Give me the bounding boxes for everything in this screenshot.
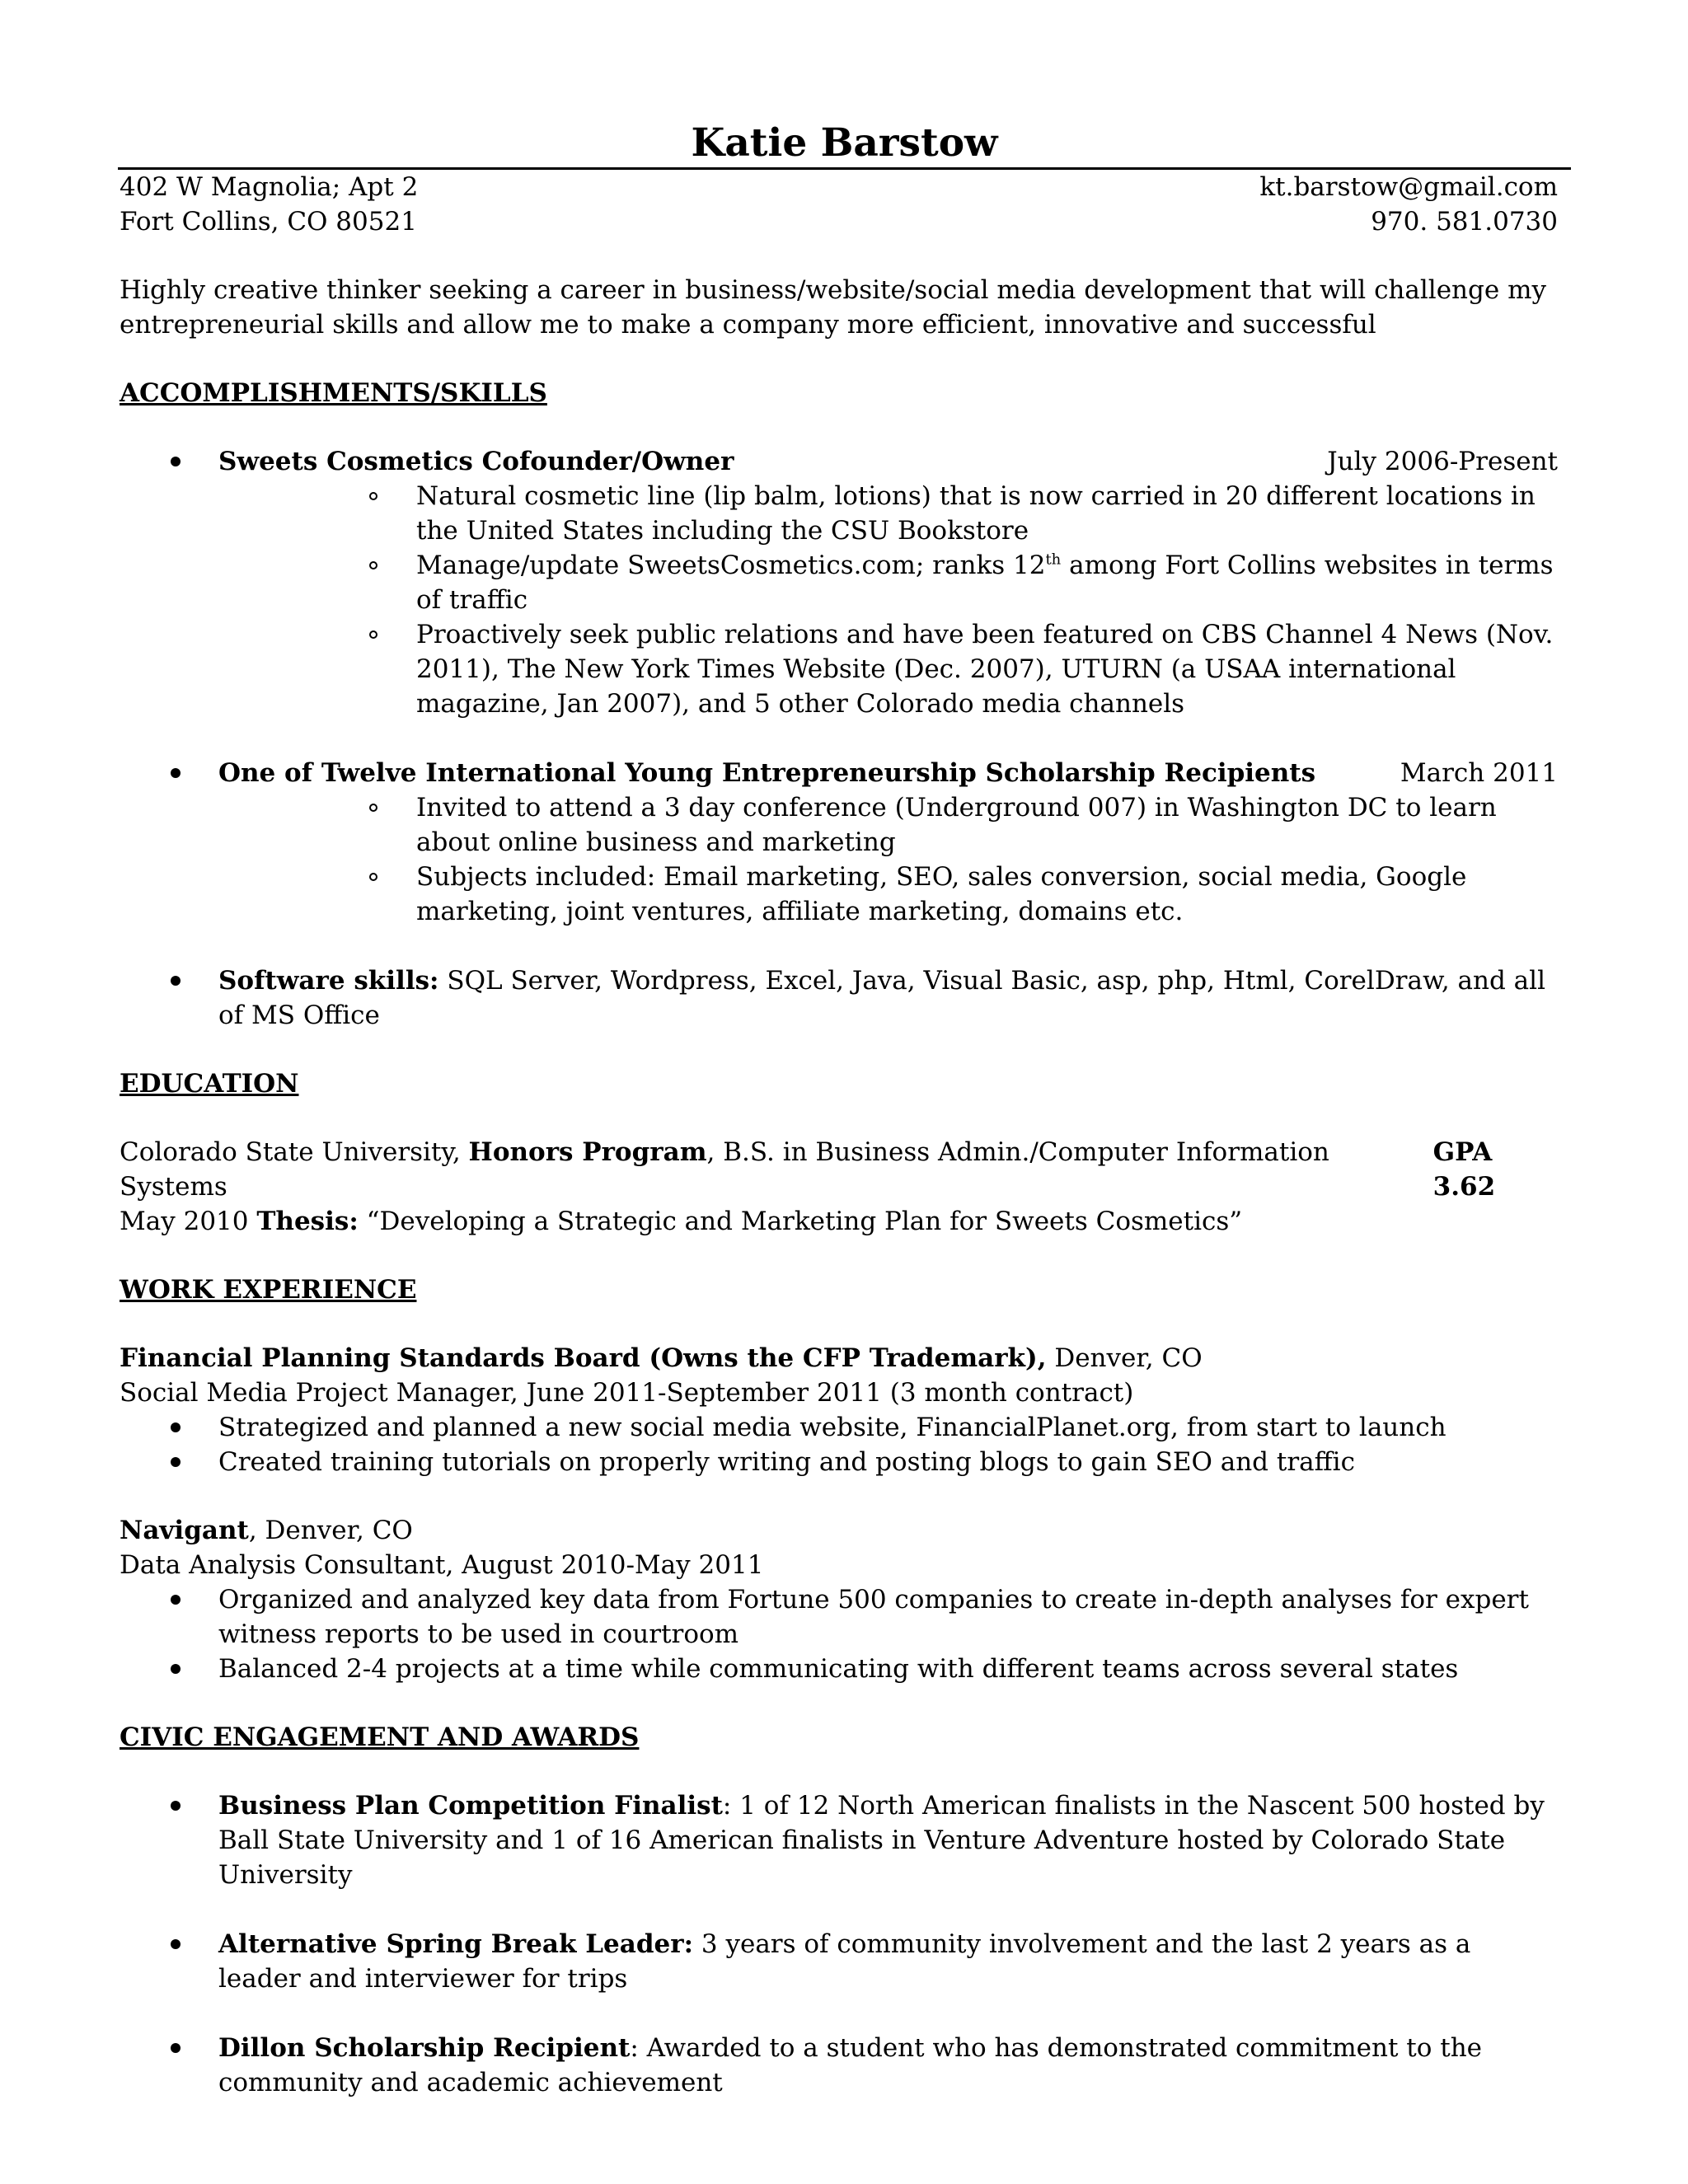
gpa: GPA 3.62 xyxy=(1432,1137,1496,1202)
address-line-2: Fort Collins, CO 80521 xyxy=(120,207,417,237)
graduation-date: May 2010 xyxy=(120,1207,257,1236)
employer-name: Navigant xyxy=(120,1516,249,1545)
accomplishment-title: Sweets Cosmetics Cofounder/Owner xyxy=(218,447,734,476)
job-bullet: Balanced 2-4 projects at a time while communicating with different teams across several states xyxy=(120,1652,1558,1686)
employer-name: Financial Planning Standards Board (Owns the CFP Trademark), xyxy=(120,1343,1047,1373)
job-bullet: Organized and analyzed key data from Fortune 500 companies to create in-depth analyses for expert witness reports to be used in courtroom xyxy=(120,1582,1558,1652)
job-entry xyxy=(120,1513,1558,1686)
applicant-name: Katie Barstow xyxy=(691,120,998,166)
job-role: Data Analysis Consultant, August 2010-May 2011 xyxy=(120,1550,764,1580)
job-bullet: Strategized and planned a new social media website, FinancialPlanet.org, from start to launch xyxy=(120,1410,1558,1445)
job-entry xyxy=(120,1341,1558,1479)
civic-list xyxy=(120,1788,1558,2100)
section-heading-work: WORK EXPERIENCE xyxy=(120,1275,417,1305)
civic-item: Dillon Scholarship Recipient: Awarded to a student who has demonstrated commitment to the community and academic achievement xyxy=(120,2031,1558,2100)
contact-block xyxy=(120,170,1558,239)
accomplishment-title: One of Twelve International Young Entrepreneurship Scholarship Recipients xyxy=(218,758,1316,788)
honors-program: Honors Program xyxy=(468,1137,707,1167)
sub-bullet: Manage/update SweetsCosmetics.com; ranks 12th among Fort Collins websites in terms of traffic xyxy=(218,548,1558,617)
employer-location: , Denver, CO xyxy=(248,1516,413,1545)
sub-bullet: Subjects included: Email marketing, SEO, sales conversion, social media, Google marketing, joint ventures, affiliate marketing, domains etc. xyxy=(218,860,1558,929)
accomplishment-date: March 2011 xyxy=(1400,758,1558,788)
education-block xyxy=(120,1135,1558,1239)
accomplishment-scholarship xyxy=(120,756,1558,929)
thesis-label: Thesis: xyxy=(256,1207,359,1236)
school-name: Colorado State University, xyxy=(120,1137,469,1167)
accomplishment-sweets xyxy=(120,444,1558,721)
section-heading-accomplishments: ACCOMPLISHMENTS/SKILLS xyxy=(120,378,547,408)
degree: , B.S. in Business Admin./Computer Information Systems xyxy=(120,1137,1329,1202)
section-heading-civic: CIVIC ENGAGEMENT AND AWARDS xyxy=(120,1722,640,1752)
email-address: kt.barstow@gmail.com xyxy=(1259,172,1558,202)
address-line-1: 402 W Magnolia; Apt 2 xyxy=(120,172,419,202)
software-list: SQL Server, Wordpress, Excel, Java, Visual Basic, asp, php, Html, CorelDraw, and all of MS Office xyxy=(218,966,1545,1030)
job-bullet: Created training tutorials on properly writing and posting blogs to gain SEO and traffic xyxy=(120,1445,1558,1479)
accomplishments-list xyxy=(120,444,1558,1033)
job-role: Social Media Project Manager, June 2011-September 2011 (3 month contract) xyxy=(120,1378,1134,1408)
civic-item: Business Plan Competition Finalist: 1 of 12 North American finalists in the Nascent 500 hosted by Ball State University and 1 of 16 American finalists in Venture Adventure hosted by Colorado State University xyxy=(120,1788,1558,1892)
objective-line: Highly creative thinker seeking a career in business/website/social media development that will challenge my xyxy=(120,275,1546,305)
accomplishment-software xyxy=(120,963,1558,1033)
name-header xyxy=(118,120,1571,170)
objective-statement xyxy=(120,273,1558,342)
phone-number: 970. 581.0730 xyxy=(1371,207,1558,237)
software-label: Software skills: xyxy=(218,966,439,996)
accomplishment-date: July 2006-Present xyxy=(1327,447,1558,476)
sub-bullet: Natural cosmetic line (lip balm, lotions) that is now carried in 20 different locations in the United States including the CSU Bookstore xyxy=(218,479,1558,548)
objective-line: entrepreneurial skills and allow me to make a company more efficient, innovative and successful xyxy=(120,310,1376,340)
section-heading-education: EDUCATION xyxy=(120,1069,299,1099)
sub-bullet: Invited to attend a 3 day conference (Underground 007) in Washington DC to learn about online business and marketing xyxy=(218,790,1558,860)
civic-item: Alternative Spring Break Leader: 3 years of community involvement and the last 2 years as a leader and interviewer for trips xyxy=(120,1927,1558,1996)
thesis-title: “Developing a Strategic and Marketing Plan for Sweets Cosmetics” xyxy=(358,1207,1243,1236)
sub-bullet: Proactively seek public relations and have been featured on CBS Channel 4 News (Nov. 2011), The New York Times Website (Dec. 2007), UTURN (a USAA international magazine, Jan 2007), and 5 other Colorado media channels xyxy=(218,617,1558,721)
employer-location: Denver, CO xyxy=(1046,1343,1203,1373)
resume-content xyxy=(120,120,1558,2100)
